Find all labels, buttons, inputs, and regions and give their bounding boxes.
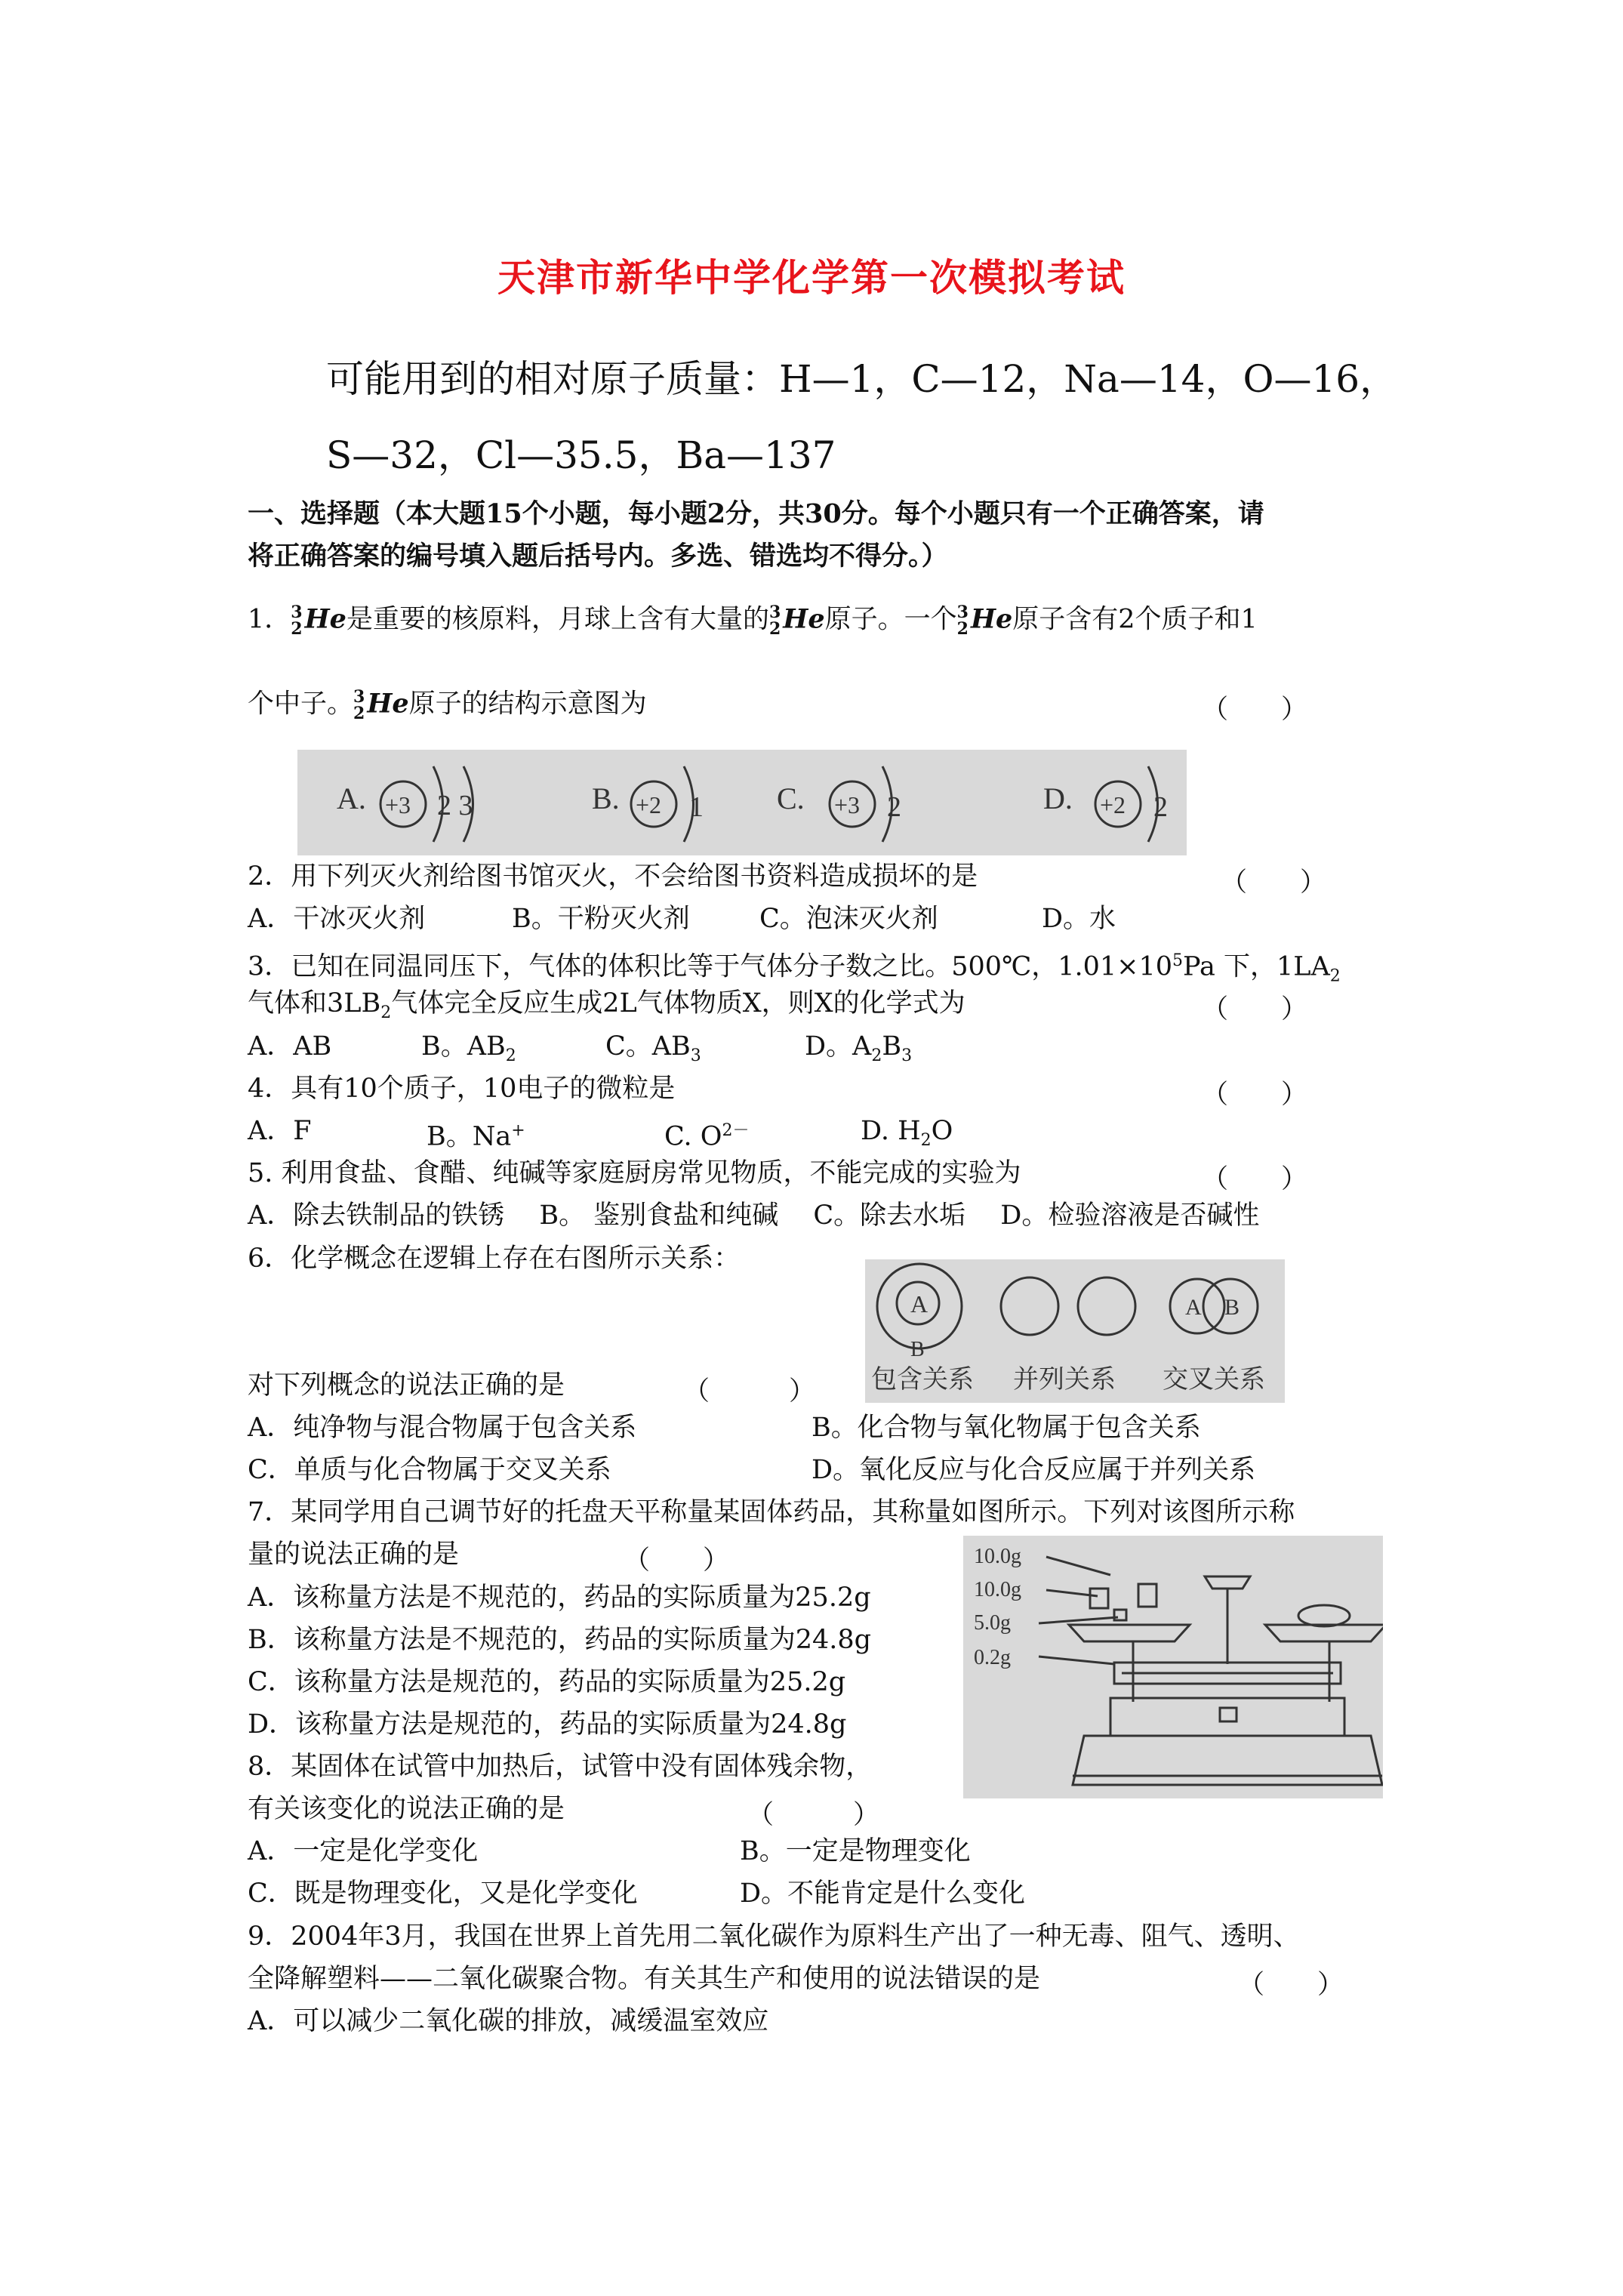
q1-text-5: 原子的结构示意图为 [408, 689, 647, 720]
q6-option-c: C．单质与化合物属于交叉关系 [248, 1455, 611, 1485]
q8-option-a: A．一定是化学变化 [248, 1836, 479, 1866]
q9-answer-blank: （ ） [1238, 1970, 1344, 2000]
q1-line-2 [248, 689, 647, 722]
svg-text:2 3: 2 3 [437, 790, 473, 821]
svg-text:+2: +2 [636, 791, 662, 818]
section-instructions-2: 将正确答案的编号填入题后括号内。多选、错选均不得分。） [248, 541, 948, 572]
label-parallel: 并列关系 [1013, 1366, 1116, 1394]
he-symbol: He [304, 603, 346, 635]
q3-answer-blank: （ ） [1202, 994, 1308, 1025]
label-containment: 包含关系 [871, 1366, 974, 1394]
q6-answer-blank: （ ） [683, 1376, 816, 1407]
weight-label-3: 5.0g [974, 1611, 1011, 1635]
q6-option-b: B。化合物与氧化物属于包含关系 [812, 1413, 1201, 1443]
svg-text:+2: +2 [1100, 791, 1126, 818]
he-isotope-notation: 3 2 [768, 603, 781, 639]
q4-option-b: B。Na+ [427, 1121, 525, 1152]
concept-relations-figure [865, 1259, 1285, 1403]
svg-text:1: 1 [689, 791, 704, 823]
svg-text:A.: A. [337, 781, 366, 815]
q2-answer-blank: （ ） [1221, 868, 1327, 898]
q7-answer-blank: （ ） [624, 1546, 730, 1576]
option-c-diagram [777, 766, 901, 842]
q6-stem: 6．化学概念在逻辑上存在右图所示关系： [248, 1244, 741, 1274]
q5-stem: 5. 利用食盐、食醋、纯碱等家庭厨房常见物质，不能完成的实验为 [248, 1158, 1021, 1188]
atomic-mass-line-1: 可能用到的相对原子质量：H—1，C—12，Na—14，O—16， [326, 357, 1398, 401]
q2-option-d: D。水 [1042, 904, 1116, 934]
q1-text-3: 原子含有2个质子和1 [1012, 604, 1258, 635]
he-symbol: He [367, 688, 409, 720]
parallel-diagram [1001, 1277, 1135, 1335]
q4-option-d: D. $H_2O$ [861, 1116, 953, 1150]
q9-stem-2: 全降解塑料——二氧化碳聚合物。有关其生产和使用的说法错误的是 [248, 1964, 1041, 1994]
svg-text:B.: B. [592, 781, 620, 815]
weight-label-1: 10.0g [974, 1545, 1021, 1568]
q8-option-d: D。不能肯定是什么变化 [740, 1878, 1026, 1909]
weight-label-2: 10.0g [974, 1578, 1021, 1601]
svg-text:B: B [1224, 1295, 1240, 1320]
svg-text:B: B [910, 1338, 925, 1361]
q8-stem-1: 8．某固体在试管中加热后，试管中没有固体残余物， [248, 1752, 873, 1782]
q3-option-b: B。$AB_2$ [421, 1031, 516, 1065]
q1-text-1: 是重要的核原料，月球上含有大量的 [346, 604, 769, 635]
q1-text-4: 个中子。 [248, 689, 354, 720]
he-symbol: He [783, 603, 825, 635]
q3-stem-2: 气体和$3LB_2$气体完全反应生成2L气体物质X，则X的化学式为 [248, 988, 965, 1022]
weight-label-4: 0.2g [974, 1646, 1011, 1669]
he-isotope-notation: 3 2 [353, 687, 365, 723]
q7-option-d: D．该称量方法是规范的，药品的实际质量为24.8g [248, 1709, 847, 1740]
he-isotope-notation: 3 2 [956, 603, 969, 639]
svg-text:2: 2 [887, 791, 901, 823]
q2-stem: 2．用下列灭火剂给图书馆灭火，不会给图书资料造成损坏的是 [248, 861, 978, 892]
he-isotope-notation: 3 2 [291, 603, 303, 639]
q1-answer-blank: （ ） [1202, 695, 1308, 725]
q6-sub-stem: 对下列概念的说法正确的是 [248, 1370, 565, 1401]
q4-option-c: C. $O^{2-}$ [664, 1121, 750, 1152]
q7-option-a: A．该称量方法是不规范的，药品的实际质量为25.2g [248, 1583, 871, 1613]
intersection-diagram [1170, 1279, 1258, 1333]
q1-line-1 [248, 604, 1258, 637]
atomic-mass-line-2: S—32，Cl—35.5，Ba—137 [326, 433, 836, 477]
svg-text:C.: C. [777, 781, 805, 815]
q5-answer-blank: （ ） [1202, 1164, 1308, 1194]
option-d-diagram [1043, 766, 1168, 842]
q1-text-2: 原子。一个 [824, 604, 957, 635]
q8-answer-blank: （ ） [747, 1800, 880, 1830]
q3-option-c: C。$AB_3$ [605, 1031, 701, 1065]
q6-option-a: A．纯净物与混合物属于包含关系 [248, 1413, 637, 1443]
q4-stem: 4．具有10个质子，10电子的微粒是 [248, 1074, 676, 1104]
label-intersection: 交叉关系 [1163, 1366, 1265, 1394]
q3-option-d: D。$A_2B_3$ [805, 1031, 913, 1065]
q2-option-a: A．干冰灭火剂 [248, 904, 426, 934]
q9-option-a: A．可以减少二氧化碳的排放，减缓温室效应 [248, 2006, 769, 2036]
q1-number: 1． [248, 604, 291, 635]
page-title: 天津市新华中学化学第一次模拟考试 [497, 255, 1126, 300]
q9-stem-1: 9．2004年3月，我国在世界上首先用二氧化碳作为原料生产出了一种无毒、阻气、透明、 [248, 1922, 1300, 1952]
svg-text:A: A [910, 1290, 929, 1318]
q4-option-a: A．F [248, 1116, 312, 1146]
balance-drawing [1039, 1557, 1383, 1785]
svg-text:A: A [1185, 1295, 1202, 1320]
section-instructions-1: 一、选择题（本大题15个小题，每小题2分，共30分。每个小题只有一个正确答案，请 [248, 498, 1264, 529]
q2-option-c: C。泡沫灭火剂 [759, 904, 938, 934]
q8-option-c: C．既是物理变化，又是化学变化 [248, 1878, 638, 1909]
q6-option-d: D。氧化反应与化合反应属于并列关系 [812, 1455, 1256, 1485]
q2-option-b: B。干粉灭火剂 [512, 904, 690, 934]
q3-stem-1: 3．已知在同温同压下，气体的体积比等于气体分子数之比。500℃，$1.01\times 10^5Pa$ 下，$1LA_2$ [248, 951, 1341, 986]
svg-text:D.: D. [1043, 781, 1073, 815]
q5-options: A．除去铁制品的铁锈 B。 鉴别食盐和纯碱 C。除去水垢 D。检验溶液是否碱性 [248, 1200, 1260, 1231]
q4-answer-blank: （ ） [1202, 1080, 1308, 1110]
svg-text:+3: +3 [385, 791, 411, 818]
q7-option-c: C．该称量方法是规范的，药品的实际质量为25.2g [248, 1667, 846, 1697]
option-b-diagram [592, 766, 704, 842]
option-a-diagram [337, 766, 473, 842]
atomic-structure-figure [297, 750, 1187, 855]
q8-option-b: B。一定是物理变化 [740, 1836, 971, 1866]
q7-option-b: B．该称量方法是不规范的，药品的实际质量为24.8g [248, 1625, 872, 1655]
containment-diagram [877, 1264, 962, 1361]
q8-stem-2: 有关该变化的说法正确的是 [248, 1794, 565, 1824]
q7-stem-1: 7．某同学用自己调节好的托盘天平称量某固体药品，其称量如图所示。下列对该图所示称 [248, 1497, 1295, 1527]
svg-text:+3: +3 [834, 791, 861, 818]
svg-text:2: 2 [1153, 791, 1168, 823]
q7-stem-2: 量的说法正确的是 [248, 1539, 460, 1570]
balance-scale-figure [963, 1536, 1383, 1798]
he-symbol: He [970, 603, 1013, 635]
q3-option-a: A．AB [248, 1031, 332, 1062]
